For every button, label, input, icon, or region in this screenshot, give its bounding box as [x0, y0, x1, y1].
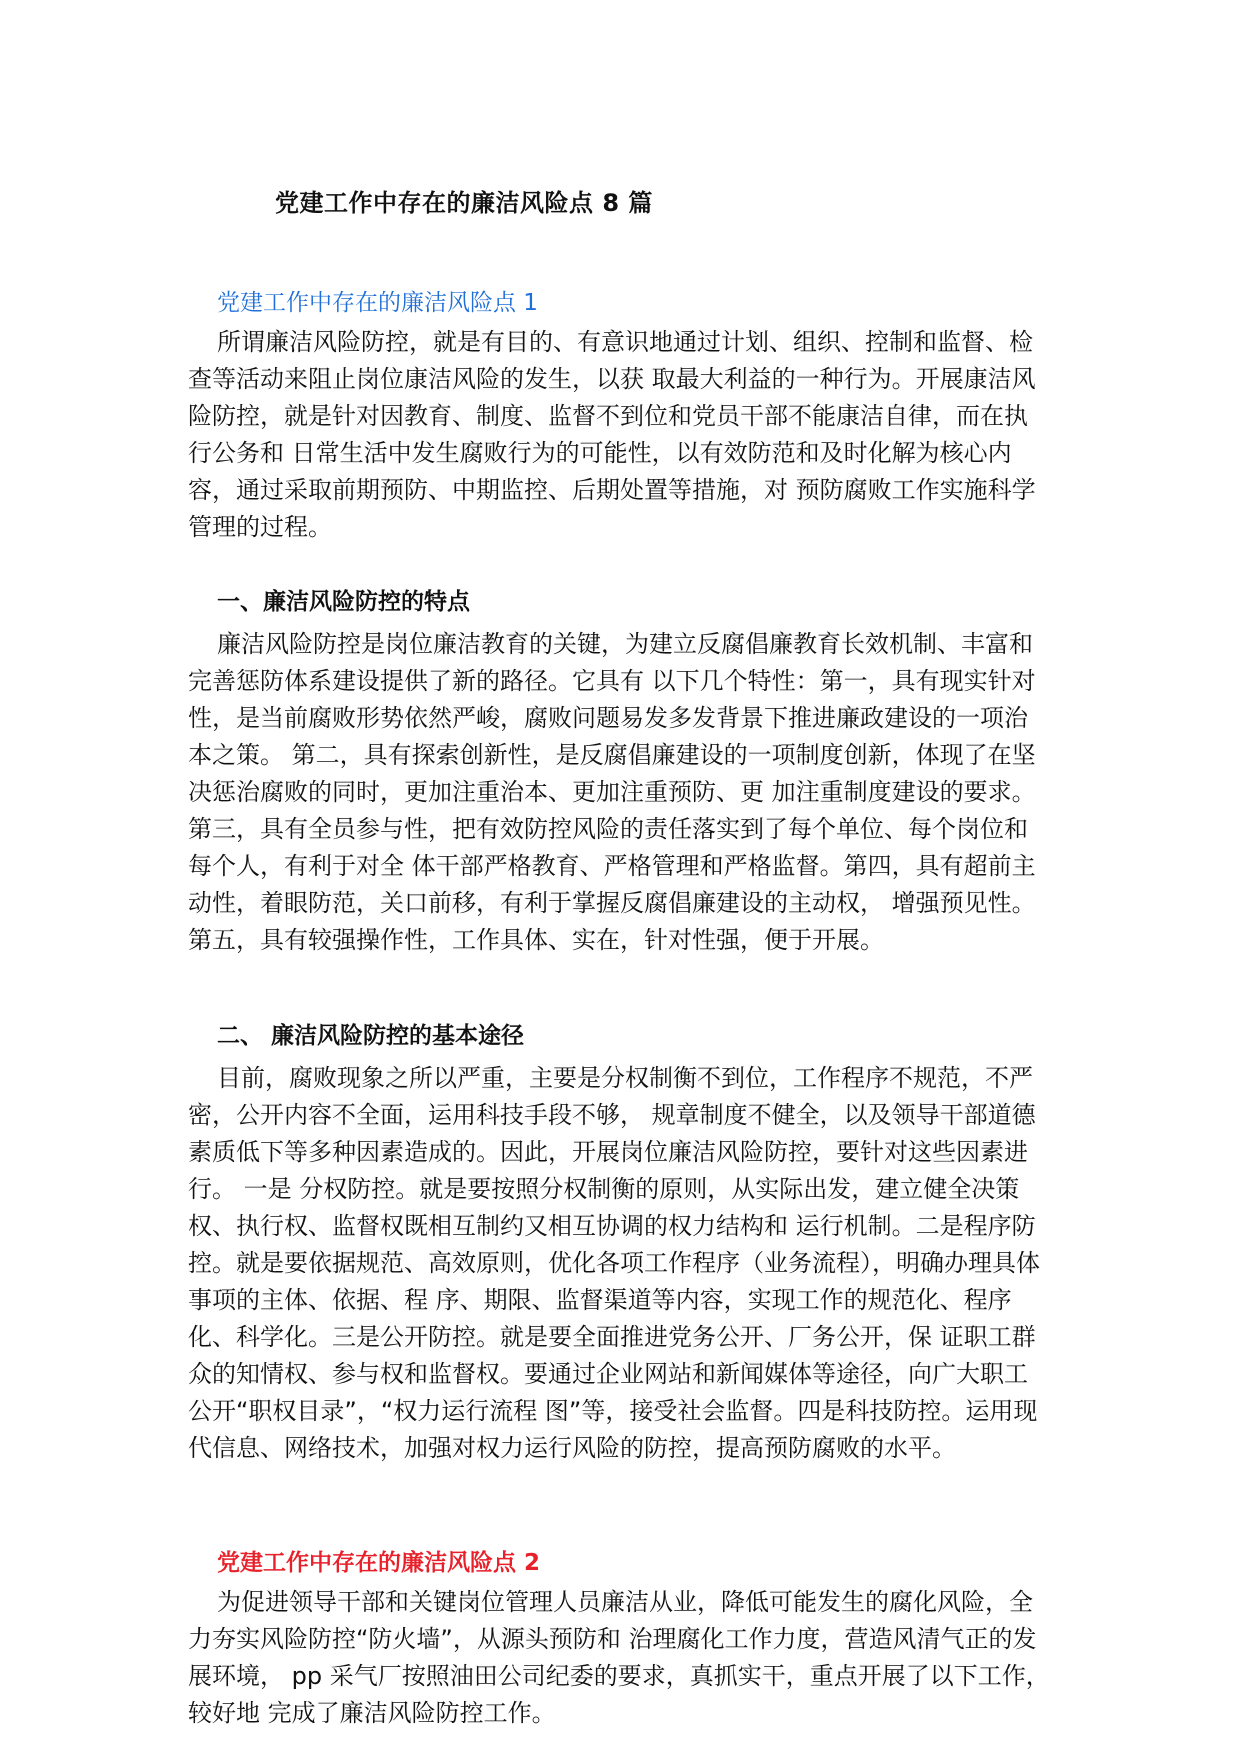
text-line: 第三，具有全员参与性，把有效防控风险的责任落实到了每个单位、每个岗位和: [188, 815, 1028, 843]
text-line: 素质低下等多种因素造成的。因此，开展岗位廉洁风险防控，要针对这些因素进: [188, 1138, 1028, 1166]
approaches-paragraph: [188, 1060, 1068, 1467]
subheading-features: 一、廉洁风险防控的特点: [217, 589, 470, 615]
text-line: 众的知情权、参与权和监督权。要通过企业网站和新闻媒体等途径，向广大职工: [188, 1360, 1028, 1388]
features-paragraph: [188, 626, 1068, 959]
text-line: 公开“职权目录”，“权力运行流程 图”等，接受社会监督。四是科技防控。运用现: [188, 1397, 1038, 1425]
text-line: 本之策。 第二，具有探索创新性，是反腐倡廉建设的一项制度创新，体现了在坚: [188, 741, 1036, 769]
text-line: 容，通过采取前期预防、中期监控、后期处置等措施，对 预防腐败工作实施科学: [188, 476, 1036, 504]
subheading-approaches: 二、 廉洁风险防控的基本途径: [217, 1023, 525, 1049]
text-line: 所谓廉洁风险防控，就是有目的、有意识地通过计划、组织、控制和监督、检: [217, 328, 1033, 356]
text-line: 化、科学化。三是公开防控。就是要全面推进党务公开、厂务公开，保 证职工群: [188, 1323, 1036, 1351]
section-heading-2: 党建工作中存在的廉洁风险点 2: [217, 1550, 541, 1576]
text-line: 决惩治腐败的同时，更加注重治本、更加注重预防、更 加注重制度建设的要求。: [188, 778, 1036, 806]
text-line: 完善惩防体系建设提供了新的路径。它具有 以下几个特性：第一，具有现实针对: [188, 667, 1036, 695]
text-line: 险防控，就是针对因教育、制度、监督不到位和党员干部不能康洁自律，而在执: [188, 402, 1028, 430]
text-line: 较好地 完成了廉洁风险防控工作。: [188, 1699, 556, 1727]
text-line: 第五，具有较强操作性，工作具体、实在，针对性强，便于开展。: [188, 926, 884, 954]
text-line: 行公务和 日常生活中发生腐败行为的可能性，以有效防范和及时化解为核心内: [188, 439, 1012, 467]
section2-intro-paragraph: [188, 1584, 1068, 1732]
text-line: 管理的过程。: [188, 513, 332, 541]
text-line: 代信息、网络技术，加强对权力运行风险的防控，提高预防腐败的水平。: [188, 1434, 956, 1462]
text-line: 控。就是要依据规范、高效原则，优化各项工作程序（业务流程），明确办理具体: [188, 1249, 1040, 1277]
text-line: 动性，着眼防范，关口前移，有利于掌握反腐倡廉建设的主动权， 增强预见性。: [188, 889, 1036, 917]
text-line: 密，公开内容不全面，运用科技手段不够， 规章制度不健全，以及领导干部道德: [188, 1101, 1036, 1129]
text-line: 每个人，有利于对全 体干部严格教育、严格管理和严格监督。第四，具有超前主: [188, 852, 1036, 880]
text-line: 行。 一是 分权防控。就是要按照分权制衡的原则，从实际出发，建立健全决策: [188, 1175, 1020, 1203]
text-line: 力夯实风险防控“防火墙”，从源头预防和 治理腐化工作力度，营造风清气正的发: [188, 1625, 1037, 1653]
text-line: 为促进领导干部和关键岗位管理人员廉洁从业，降低可能发生的腐化风险，全: [217, 1588, 1033, 1616]
section1-intro-paragraph: [188, 324, 1068, 546]
document-title: 党建工作中存在的廉洁风险点 8 篇: [275, 189, 653, 217]
text-line: 廉洁风险防控是岗位廉洁教育的关键，为建立反腐倡廉教育长效机制、丰富和: [217, 630, 1033, 658]
section-heading-1: 党建工作中存在的廉洁风险点 1: [217, 290, 538, 316]
text-line: 目前，腐败现象之所以严重，主要是分权制衡不到位，工作程序不规范，不严: [217, 1064, 1033, 1092]
text-line: 性，是当前腐败形势依然严峻，腐败问题易发多发背景下推进廉政建设的一项治: [188, 704, 1028, 732]
text-line: 事项的主体、依据、程 序、期限、监督渠道等内容，实现工作的规范化、程序: [188, 1286, 1012, 1314]
text-line: 权、执行权、监督权既相互制约又相互协调的权力结构和 运行机制。二是程序防: [188, 1212, 1036, 1240]
text-line: 展环境， pp 采气厂按照油田公司纪委的要求，真抓实干，重点开展了以下工作，: [188, 1662, 1050, 1690]
text-line: 查等活动来阻止岗位康洁风险的发生，以获 取最大利益的一种行为。开展康洁风: [188, 365, 1036, 393]
